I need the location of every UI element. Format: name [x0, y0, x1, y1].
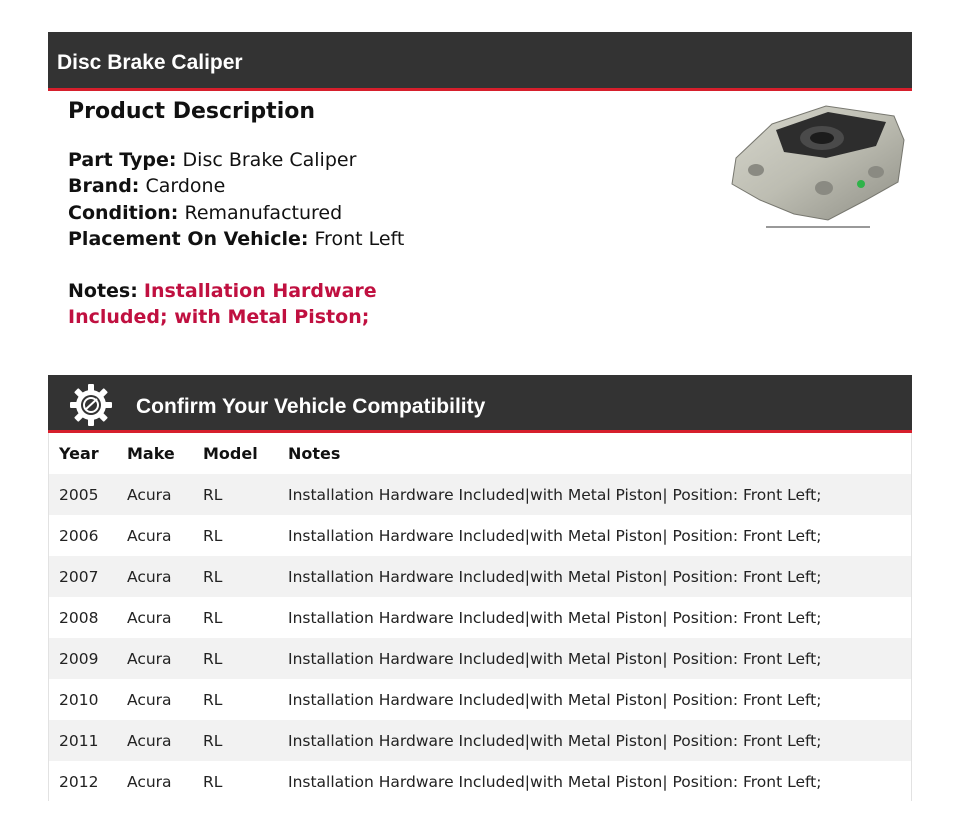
cell-year: 2007 — [59, 567, 99, 586]
spec-list — [68, 147, 708, 252]
description-heading: Product Description — [68, 99, 316, 124]
cell-year: 2006 — [59, 526, 99, 545]
product-description — [68, 96, 708, 331]
table-row — [49, 761, 911, 802]
cell-model: RL — [203, 649, 223, 668]
table-row — [49, 679, 911, 720]
spec-brand — [68, 173, 708, 199]
spec-label: Part Type: — [68, 149, 177, 171]
title-bar — [48, 32, 912, 91]
spec-value: Front Left — [314, 227, 405, 250]
spec-part-type — [68, 147, 708, 173]
cell-make: Acura — [127, 526, 172, 545]
notes-label: Notes: — [68, 280, 138, 303]
cell-notes: Installation Hardware Included|with Metal Piston| Position: Front Left; — [288, 567, 822, 586]
cell-make: Acura — [127, 485, 172, 504]
table-row — [49, 474, 911, 515]
spec-condition — [68, 200, 708, 226]
cell-model: RL — [203, 567, 223, 586]
cell-model: RL — [203, 485, 223, 504]
cell-notes: Installation Hardware Included|with Metal Piston| Position: Front Left; — [288, 690, 822, 709]
cell-notes: Installation Hardware Included|with Metal Piston| Position: Front Left; — [288, 772, 822, 791]
cell-model: RL — [203, 526, 223, 545]
table-row — [49, 515, 911, 556]
cell-make: Acura — [127, 731, 172, 750]
gear-icon — [69, 383, 113, 427]
cell-make: Acura — [127, 608, 172, 627]
cell-notes: Installation Hardware Included|with Metal Piston| Position: Front Left; — [288, 485, 822, 504]
spec-value: Disc Brake Caliper — [182, 149, 357, 171]
column-header-notes: Notes — [288, 444, 341, 463]
spec-placement — [68, 226, 708, 252]
table-row — [49, 597, 911, 638]
cell-year: 2005 — [59, 485, 99, 504]
notes — [68, 278, 468, 331]
column-header-model: Model — [203, 444, 258, 463]
compatibility-table — [48, 433, 912, 801]
cell-make: Acura — [127, 649, 172, 668]
cell-notes: Installation Hardware Included|with Metal Piston| Position: Front Left; — [288, 649, 822, 668]
cell-model: RL — [203, 772, 223, 791]
compatibility-bar — [48, 375, 912, 433]
cell-year: 2009 — [59, 649, 99, 668]
cell-make: Acura — [127, 690, 172, 709]
cell-year: 2008 — [59, 608, 99, 627]
spec-value: Cardone — [145, 175, 226, 198]
page-title: Disc Brake Caliper — [57, 51, 243, 74]
cell-year: 2010 — [59, 690, 99, 709]
cell-model: RL — [203, 690, 223, 709]
cell-make: Acura — [127, 772, 172, 791]
compatibility-title: Confirm Your Vehicle Compatibility — [136, 395, 486, 418]
column-header-make: Make — [127, 444, 175, 463]
cell-notes: Installation Hardware Included|with Metal Piston| Position: Front Left; — [288, 526, 822, 545]
cell-make: Acura — [127, 567, 172, 586]
cell-model: RL — [203, 608, 223, 627]
brake-caliper-image — [726, 100, 910, 234]
table-row — [49, 556, 911, 597]
cell-notes: Installation Hardware Included|with Metal Piston| Position: Front Left; — [288, 608, 822, 627]
spec-value: Remanufactured — [184, 201, 343, 224]
notes-value: Installation Hardware Included; with Metal Piston; — [68, 280, 377, 329]
cell-year: 2012 — [59, 772, 99, 791]
table-header-row — [49, 433, 911, 474]
cell-year: 2011 — [59, 731, 99, 750]
cell-model: RL — [203, 731, 223, 750]
column-header-year: Year — [59, 444, 99, 463]
spec-label: Placement On Vehicle: — [68, 227, 309, 250]
cell-notes: Installation Hardware Included|with Metal Piston| Position: Front Left; — [288, 731, 822, 750]
spec-label: Brand: — [68, 175, 140, 198]
table-row — [49, 720, 911, 761]
table-row — [49, 638, 911, 679]
spec-label: Condition: — [68, 201, 179, 224]
